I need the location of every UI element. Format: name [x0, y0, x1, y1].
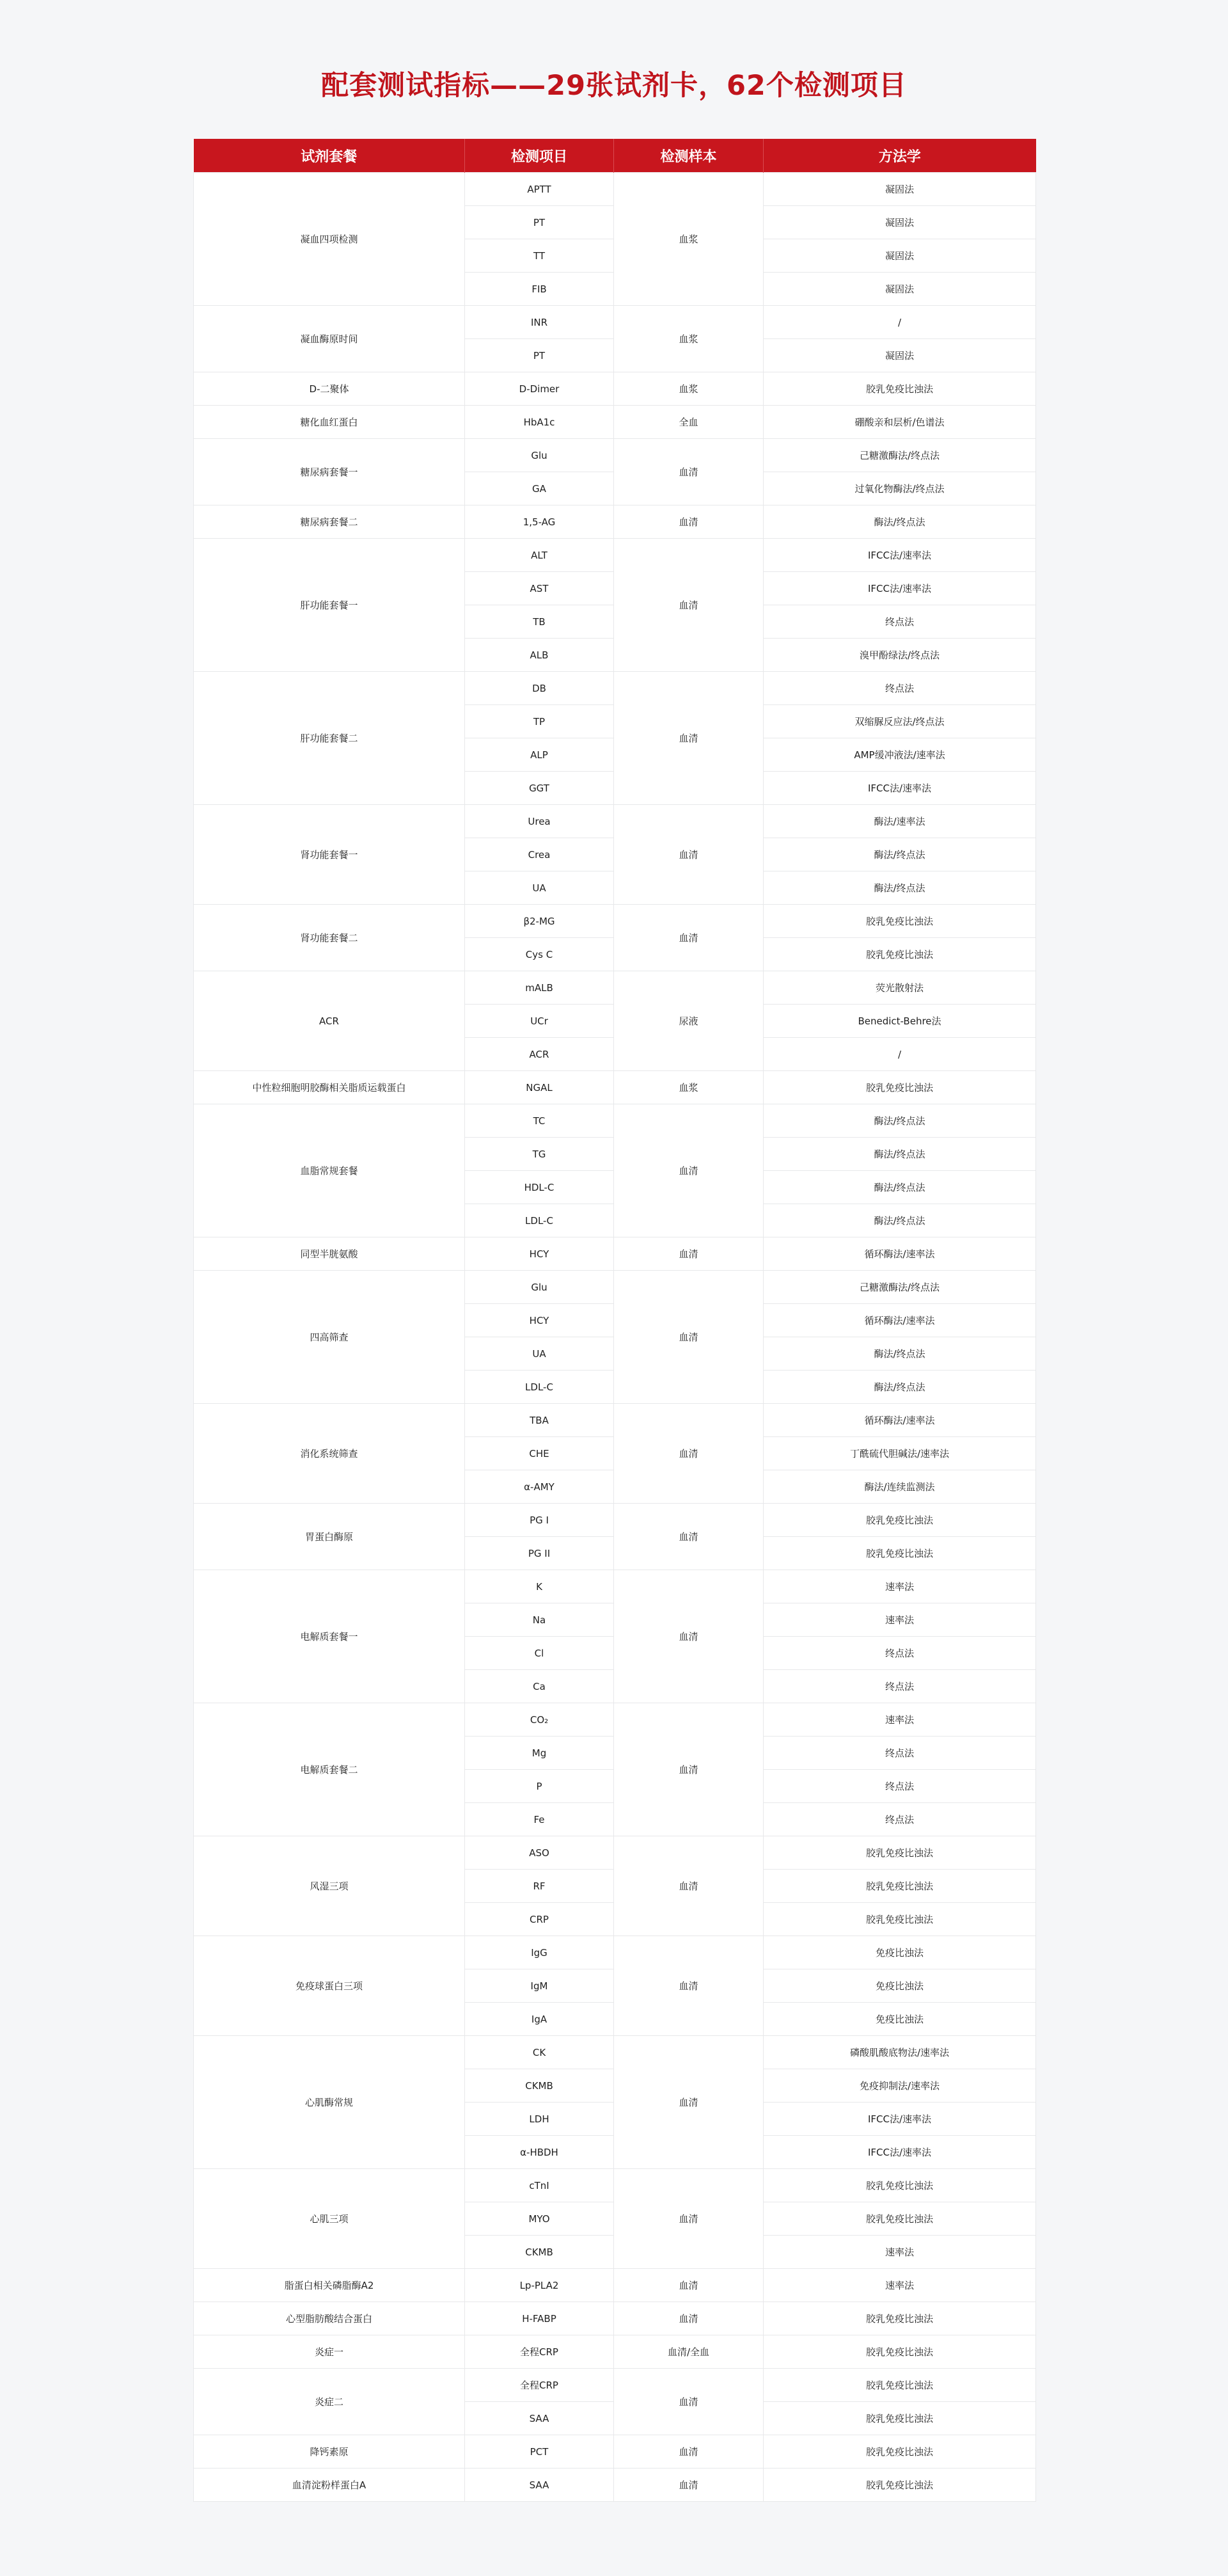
- test-item-cell: H-FABP: [465, 2302, 614, 2335]
- package-cell: 同型半胱氨酸: [194, 1237, 465, 1271]
- test-item-cell: Mg: [465, 1737, 614, 1770]
- package-cell: 免疫球蛋白三项: [194, 1936, 465, 2036]
- package-cell: 血清淀粉样蛋白A: [194, 2469, 465, 2502]
- page-title: 配套测试指标——29张试剂卡，62个检测项目: [321, 70, 907, 102]
- method-cell: 终点法: [764, 1637, 1036, 1670]
- method-cell: 胶乳免疫比浊法: [764, 1903, 1036, 1936]
- sample-cell: 血清: [614, 672, 764, 805]
- sample-cell: 血清: [614, 539, 764, 672]
- package-cell: 肝功能套餐二: [194, 672, 465, 805]
- test-item-cell: Cl: [465, 1637, 614, 1670]
- method-cell: 胶乳免疫比浊法: [764, 2302, 1036, 2335]
- method-cell: Benedict-Behre法: [764, 1005, 1036, 1038]
- method-cell: 免疫比浊法: [764, 1969, 1036, 2003]
- method-cell: 循环酶法/速率法: [764, 1237, 1036, 1271]
- package-cell: 炎症一: [194, 2335, 465, 2369]
- test-item-cell: ALT: [465, 539, 614, 572]
- method-cell: 凝固法: [764, 239, 1036, 273]
- table-row: [194, 1936, 1036, 1969]
- test-item-cell: Glu: [465, 1271, 614, 1304]
- test-item-cell: ALP: [465, 738, 614, 772]
- sample-cell: 尿液: [614, 971, 764, 1071]
- method-cell: 酶法/终点法: [764, 838, 1036, 871]
- test-item-cell: FIB: [465, 273, 614, 306]
- table-row: [194, 2435, 1036, 2469]
- package-cell: ACR: [194, 971, 465, 1071]
- sample-cell: 血清: [614, 2169, 764, 2269]
- method-cell: 己糖激酶法/终点法: [764, 1271, 1036, 1304]
- test-item-cell: HDL-C: [465, 1171, 614, 1204]
- sample-cell: 血浆: [614, 372, 764, 406]
- test-item-cell: Crea: [465, 838, 614, 871]
- package-cell: 电解质套餐一: [194, 1570, 465, 1703]
- test-items-table: [193, 139, 1036, 2502]
- table-row: [194, 1836, 1036, 1870]
- table-row: [194, 2469, 1036, 2502]
- package-cell: 凝血四项检测: [194, 173, 465, 306]
- table-row: [194, 1104, 1036, 1138]
- test-item-cell: UCr: [465, 1005, 614, 1038]
- table-row: [194, 306, 1036, 339]
- method-cell: 循环酶法/速率法: [764, 1404, 1036, 1437]
- test-item-cell: LDL-C: [465, 1371, 614, 1404]
- test-item-cell: GGT: [465, 772, 614, 805]
- test-item-cell: HCY: [465, 1237, 614, 1271]
- test-item-cell: LDH: [465, 2103, 614, 2136]
- method-cell: 胶乳免疫比浊法: [764, 2335, 1036, 2369]
- sample-cell: 血清: [614, 1404, 764, 1504]
- method-cell: IFCC法/速率法: [764, 572, 1036, 605]
- test-item-cell: TB: [465, 605, 614, 639]
- method-cell: 胶乳免疫比浊法: [764, 2369, 1036, 2402]
- test-item-cell: RF: [465, 1870, 614, 1903]
- table-row: [194, 805, 1036, 838]
- method-cell: 胶乳免疫比浊法: [764, 2435, 1036, 2469]
- test-item-cell: CKMB: [465, 2236, 614, 2269]
- method-cell: /: [764, 306, 1036, 339]
- method-cell: 凝固法: [764, 173, 1036, 206]
- sample-cell: 血清: [614, 2269, 764, 2302]
- table-row: [194, 406, 1036, 439]
- method-cell: /: [764, 1038, 1036, 1071]
- table-row: [194, 1071, 1036, 1104]
- method-cell: 酶法/终点法: [764, 1171, 1036, 1204]
- test-item-cell: TG: [465, 1138, 614, 1171]
- method-cell: 胶乳免疫比浊法: [764, 1836, 1036, 1870]
- sample-cell: 血清: [614, 2302, 764, 2335]
- method-cell: 循环酶法/速率法: [764, 1304, 1036, 1337]
- package-cell: 凝血酶原时间: [194, 306, 465, 372]
- table-row: [194, 1237, 1036, 1271]
- method-cell: 过氧化物酶法/终点法: [764, 472, 1036, 505]
- method-cell: 胶乳免疫比浊法: [764, 938, 1036, 971]
- table-row: [194, 505, 1036, 539]
- sample-cell: 血清: [614, 1570, 764, 1703]
- method-cell: 磷酸肌酸底物法/速率法: [764, 2036, 1036, 2069]
- method-cell: 速率法: [764, 1703, 1036, 1737]
- sample-cell: 血清/全血: [614, 2335, 764, 2369]
- package-cell: 心型脂肪酸结合蛋白: [194, 2302, 465, 2335]
- test-item-cell: CRP: [465, 1903, 614, 1936]
- test-item-cell: Fe: [465, 1803, 614, 1836]
- sample-cell: 血清: [614, 2369, 764, 2435]
- method-cell: 免疫比浊法: [764, 2003, 1036, 2036]
- test-item-cell: IgG: [465, 1936, 614, 1969]
- test-item-cell: TP: [465, 705, 614, 738]
- test-item-cell: HbA1c: [465, 406, 614, 439]
- method-cell: 终点法: [764, 1803, 1036, 1836]
- test-item-cell: PG II: [465, 1537, 614, 1570]
- test-item-cell: Urea: [465, 805, 614, 838]
- table-row: [194, 672, 1036, 705]
- table-row: [194, 2302, 1036, 2335]
- test-item-cell: TC: [465, 1104, 614, 1138]
- test-item-cell: LDL-C: [465, 1204, 614, 1237]
- test-item-cell: Na: [465, 1603, 614, 1637]
- method-cell: 速率法: [764, 2269, 1036, 2302]
- table-row: [194, 2169, 1036, 2202]
- table-row: [194, 905, 1036, 938]
- sample-cell: 血清: [614, 2469, 764, 2502]
- method-cell: 酶法/终点法: [764, 1204, 1036, 1237]
- test-item-cell: PG I: [465, 1504, 614, 1537]
- package-cell: 肾功能套餐一: [194, 805, 465, 905]
- table-row: [194, 173, 1036, 206]
- package-cell: 电解质套餐二: [194, 1703, 465, 1836]
- method-cell: 终点法: [764, 1770, 1036, 1803]
- sample-cell: 血清: [614, 2435, 764, 2469]
- method-cell: 酶法/连续监测法: [764, 1470, 1036, 1504]
- method-cell: 终点法: [764, 672, 1036, 705]
- sample-cell: 血浆: [614, 1071, 764, 1104]
- method-cell: IFCC法/速率法: [764, 539, 1036, 572]
- test-item-cell: K: [465, 1570, 614, 1603]
- test-item-cell: APTT: [465, 173, 614, 206]
- table-row: [194, 2369, 1036, 2402]
- package-cell: 心肌三项: [194, 2169, 465, 2269]
- test-item-cell: 全程CRP: [465, 2335, 614, 2369]
- package-cell: 中性粒细胞明胶酶相关脂质运载蛋白: [194, 1071, 465, 1104]
- sample-cell: 血清: [614, 1504, 764, 1570]
- method-cell: 胶乳免疫比浊法: [764, 2202, 1036, 2236]
- test-item-cell: TBA: [465, 1404, 614, 1437]
- sample-cell: 血清: [614, 905, 764, 971]
- test-item-cell: IgM: [465, 1969, 614, 2003]
- method-cell: 速率法: [764, 1603, 1036, 1637]
- method-cell: 胶乳免疫比浊法: [764, 2402, 1036, 2435]
- method-cell: 终点法: [764, 605, 1036, 639]
- table-row: [194, 1703, 1036, 1737]
- test-item-cell: AST: [465, 572, 614, 605]
- table-row: [194, 1570, 1036, 1603]
- test-item-cell: α-HBDH: [465, 2136, 614, 2169]
- package-cell: 血脂常规套餐: [194, 1104, 465, 1237]
- method-cell: IFCC法/速率法: [764, 2136, 1036, 2169]
- test-item-cell: DB: [465, 672, 614, 705]
- method-cell: 终点法: [764, 1737, 1036, 1770]
- package-cell: 心肌酶常规: [194, 2036, 465, 2169]
- test-item-cell: Glu: [465, 439, 614, 472]
- sample-cell: 血浆: [614, 306, 764, 372]
- package-cell: 消化系统筛查: [194, 1404, 465, 1504]
- sample-cell: 血清: [614, 805, 764, 905]
- sample-cell: 血清: [614, 1237, 764, 1271]
- header-method: 方法学: [764, 139, 1036, 173]
- method-cell: 胶乳免疫比浊法: [764, 1071, 1036, 1104]
- table-row: [194, 439, 1036, 472]
- package-cell: 肝功能套餐一: [194, 539, 465, 672]
- test-item-cell: GA: [465, 472, 614, 505]
- method-cell: 酶法/终点法: [764, 1337, 1036, 1371]
- test-item-cell: CKMB: [465, 2069, 614, 2103]
- table-row: [194, 2269, 1036, 2302]
- test-item-cell: UA: [465, 1337, 614, 1371]
- test-item-cell: PCT: [465, 2435, 614, 2469]
- table-row: [194, 372, 1036, 406]
- test-item-cell: ASO: [465, 1836, 614, 1870]
- method-cell: 胶乳免疫比浊法: [764, 372, 1036, 406]
- method-cell: 凝固法: [764, 206, 1036, 239]
- package-cell: 糖化血红蛋白: [194, 406, 465, 439]
- test-item-cell: MYO: [465, 2202, 614, 2236]
- method-cell: 凝固法: [764, 339, 1036, 372]
- method-cell: 酶法/终点法: [764, 1138, 1036, 1171]
- method-cell: 免疫比浊法: [764, 1936, 1036, 1969]
- test-item-cell: CHE: [465, 1437, 614, 1470]
- package-cell: 糖尿病套餐二: [194, 505, 465, 539]
- method-cell: 荧光散射法: [764, 971, 1036, 1005]
- test-item-cell: CK: [465, 2036, 614, 2069]
- package-cell: 风湿三项: [194, 1836, 465, 1936]
- sample-cell: 血清: [614, 1836, 764, 1936]
- method-cell: 丁酰硫代胆碱法/速率法: [764, 1437, 1036, 1470]
- method-cell: AMP缓冲液法/速率法: [764, 738, 1036, 772]
- method-cell: 胶乳免疫比浊法: [764, 1870, 1036, 1903]
- test-item-cell: Lp-PLA2: [465, 2269, 614, 2302]
- test-item-cell: α-AMY: [465, 1470, 614, 1504]
- package-cell: 炎症二: [194, 2369, 465, 2435]
- method-cell: 硼酸亲和层析/色谱法: [764, 406, 1036, 439]
- package-cell: 脂蛋白相关磷脂酶A2: [194, 2269, 465, 2302]
- method-cell: 酶法/终点法: [764, 1371, 1036, 1404]
- method-cell: 溴甲酚绿法/终点法: [764, 639, 1036, 672]
- test-item-cell: cTnI: [465, 2169, 614, 2202]
- test-item-cell: UA: [465, 871, 614, 905]
- sample-cell: 血清: [614, 439, 764, 505]
- package-cell: 胃蛋白酶原: [194, 1504, 465, 1570]
- package-cell: 肾功能套餐二: [194, 905, 465, 971]
- test-item-cell: SAA: [465, 2469, 614, 2502]
- table-row: [194, 1504, 1036, 1537]
- test-item-cell: Cys C: [465, 938, 614, 971]
- test-item-cell: PT: [465, 206, 614, 239]
- method-cell: 速率法: [764, 1570, 1036, 1603]
- sample-cell: 血清: [614, 2036, 764, 2169]
- method-cell: 胶乳免疫比浊法: [764, 1504, 1036, 1537]
- table-header-row: [194, 139, 1036, 173]
- test-items-table-container: [193, 139, 1035, 2502]
- package-cell: 四高筛查: [194, 1271, 465, 1404]
- method-cell: 胶乳免疫比浊法: [764, 905, 1036, 938]
- method-cell: 己糖激酶法/终点法: [764, 439, 1036, 472]
- method-cell: 双缩脲反应法/终点法: [764, 705, 1036, 738]
- test-item-cell: CO₂: [465, 1703, 614, 1737]
- sample-cell: 血清: [614, 1703, 764, 1836]
- test-item-cell: INR: [465, 306, 614, 339]
- test-item-cell: P: [465, 1770, 614, 1803]
- method-cell: 胶乳免疫比浊法: [764, 2469, 1036, 2502]
- method-cell: 终点法: [764, 1670, 1036, 1703]
- method-cell: IFCC法/速率法: [764, 2103, 1036, 2136]
- method-cell: 胶乳免疫比浊法: [764, 1537, 1036, 1570]
- test-item-cell: β2-MG: [465, 905, 614, 938]
- method-cell: 酶法/终点法: [764, 871, 1036, 905]
- table-body: [194, 173, 1036, 2502]
- test-item-cell: 全程CRP: [465, 2369, 614, 2402]
- test-item-cell: PT: [465, 339, 614, 372]
- sample-cell: 血浆: [614, 173, 764, 306]
- test-item-cell: D-Dimer: [465, 372, 614, 406]
- test-item-cell: IgA: [465, 2003, 614, 2036]
- method-cell: IFCC法/速率法: [764, 772, 1036, 805]
- test-item-cell: ACR: [465, 1038, 614, 1071]
- table-row: [194, 1271, 1036, 1304]
- package-cell: 降钙素原: [194, 2435, 465, 2469]
- test-item-cell: Ca: [465, 1670, 614, 1703]
- sample-cell: 血清: [614, 1271, 764, 1404]
- package-cell: D-二聚体: [194, 372, 465, 406]
- sample-cell: 血清: [614, 1936, 764, 2036]
- test-item-cell: SAA: [465, 2402, 614, 2435]
- header-sample: 检测样本: [614, 139, 764, 173]
- table-row: [194, 1404, 1036, 1437]
- table-row: [194, 971, 1036, 1005]
- method-cell: 免疫抑制法/速率法: [764, 2069, 1036, 2103]
- header-test-item: 检测项目: [465, 139, 614, 173]
- method-cell: 酶法/终点法: [764, 1104, 1036, 1138]
- test-item-cell: NGAL: [465, 1071, 614, 1104]
- package-cell: 糖尿病套餐一: [194, 439, 465, 505]
- table-row: [194, 2335, 1036, 2369]
- sample-cell: 全血: [614, 406, 764, 439]
- test-item-cell: HCY: [465, 1304, 614, 1337]
- test-item-cell: 1,5-AG: [465, 505, 614, 539]
- method-cell: 酶法/终点法: [764, 505, 1036, 539]
- table-row: [194, 2036, 1036, 2069]
- table-row: [194, 539, 1036, 572]
- test-item-cell: mALB: [465, 971, 614, 1005]
- test-item-cell: ALB: [465, 639, 614, 672]
- sample-cell: 血清: [614, 1104, 764, 1237]
- header-package: 试剂套餐: [194, 139, 465, 173]
- sample-cell: 血清: [614, 505, 764, 539]
- method-cell: 速率法: [764, 2236, 1036, 2269]
- test-item-cell: TT: [465, 239, 614, 273]
- method-cell: 酶法/速率法: [764, 805, 1036, 838]
- method-cell: 胶乳免疫比浊法: [764, 2169, 1036, 2202]
- method-cell: 凝固法: [764, 273, 1036, 306]
